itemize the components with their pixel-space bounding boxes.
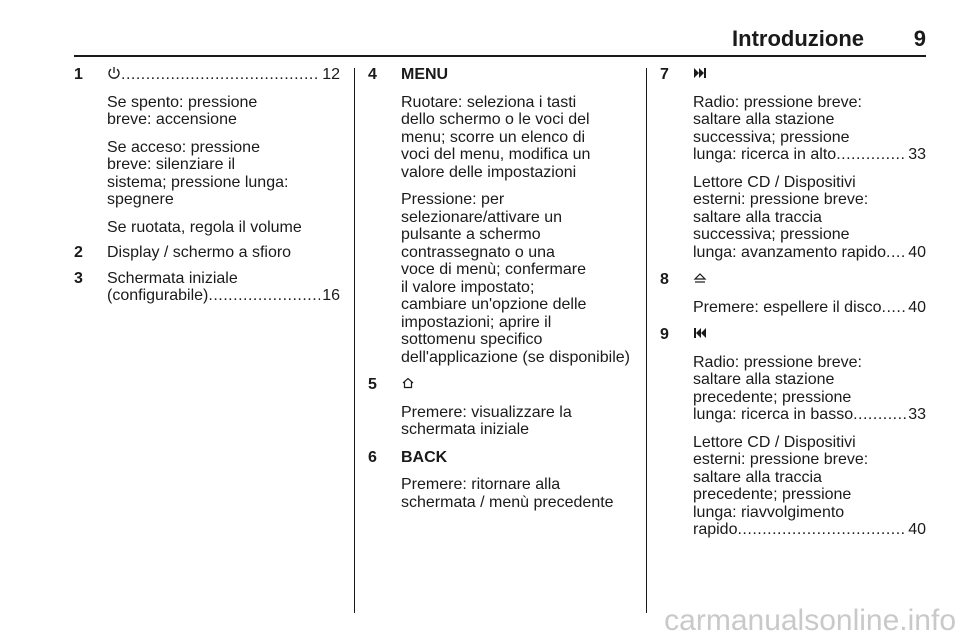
column-2 [368, 66, 634, 511]
eject-icon [693, 271, 707, 285]
paragraph: Ruotare: seleziona i tasti dello schermo o le voci del menu; scorre un elenco di voci del menu, modifica un valore delle impostazioni [401, 93, 591, 181]
entry-3: 3 Schermata iniziale (configurabile) ..... 16 [74, 270, 340, 305]
entry-number: 3 [74, 269, 83, 287]
page-reference: 33 [908, 406, 926, 423]
entry-2 [74, 244, 340, 262]
paragraph: Premere: ritornare alla schermata / menù precedente [401, 476, 614, 511]
entry-number: 5 [368, 376, 377, 393]
entry-9 [660, 326, 926, 539]
paragraph: Premere: visualizzare la schermata iniziale [401, 403, 572, 438]
column-3 [660, 66, 926, 539]
page-reference: 40 [908, 298, 926, 316]
page-reference: 33 [908, 146, 926, 163]
page-header [74, 26, 926, 56]
watermark: carmanualsonline.info [664, 604, 956, 637]
paragraph: Radio: pressione breve: saltare alla stazione successiva; pressione lunga: ricerca in alto ..... 33 [693, 94, 926, 164]
column-1 [74, 66, 340, 305]
entry-number: 6 [368, 448, 377, 466]
next-track-icon [693, 66, 707, 80]
paragraph: Se spento: pressione breve: accensione [107, 93, 258, 128]
paragraph: Premere: espellere il disco ..... 40 [693, 299, 926, 317]
entry-1 [74, 66, 340, 236]
entry-number: 1 [74, 66, 83, 83]
previous-track-icon [693, 326, 707, 340]
entry-number: 7 [660, 66, 669, 83]
page-reference: 12 [322, 66, 340, 83]
paragraph: Se ruotata, regola il volume [107, 218, 302, 236]
entry-number: 4 [368, 66, 377, 83]
paragraph: Lettore CD / Dispositivi esterni: pressione breve: saltare alla traccia precedente; pressione lunga: riavvolgimento rapido ..... 40 [693, 434, 926, 539]
paragraph: Lettore CD / Dispositivi esterni: pressione breve: saltare alla traccia successiva; pressione lunga: avanzamento rapido ..... 40 [693, 174, 926, 262]
section-title: Introduzione [732, 26, 864, 51]
header-rule [74, 55, 926, 57]
entry-number: 8 [660, 271, 669, 288]
entry-heading: MENU [401, 66, 449, 83]
entry-8 [660, 271, 926, 316]
entry-4 [368, 66, 634, 366]
entry-5 [368, 376, 634, 439]
paragraph: Se acceso: pressione breve: silenziare il sistema; pressione lunga: spegnere [107, 138, 289, 208]
paragraph: Pressione: per selezionare/attivare un pulsante a schermo contrassegnato o una voce di menù; confermare il valore impostato; cambiare un'opzione delle impostazioni; aprire il sottomenu specifico dell'applicazione (se disponibile) [401, 191, 630, 366]
home-icon [401, 376, 415, 390]
entry-heading: BACK [401, 448, 448, 466]
entry-head-line [107, 66, 340, 84]
page-reference: 40 [908, 243, 926, 261]
column-divider-2 [646, 68, 647, 613]
entry-6 [368, 449, 634, 512]
entry-number: 2 [74, 244, 83, 261]
entry-text: Display / schermo a sfioro [107, 244, 292, 261]
page-reference: 40 [908, 521, 926, 538]
page-reference: 16 [322, 287, 340, 304]
power-icon [107, 66, 121, 80]
column-divider-1 [354, 68, 355, 613]
page-number: 9 [913, 26, 926, 51]
entry-number: 9 [660, 326, 669, 343]
paragraph: Radio: pressione breve: saltare alla stazione precedente; pressione lunga: ricerca in basso ..... 33 [693, 354, 926, 424]
entry-7 [660, 66, 926, 261]
